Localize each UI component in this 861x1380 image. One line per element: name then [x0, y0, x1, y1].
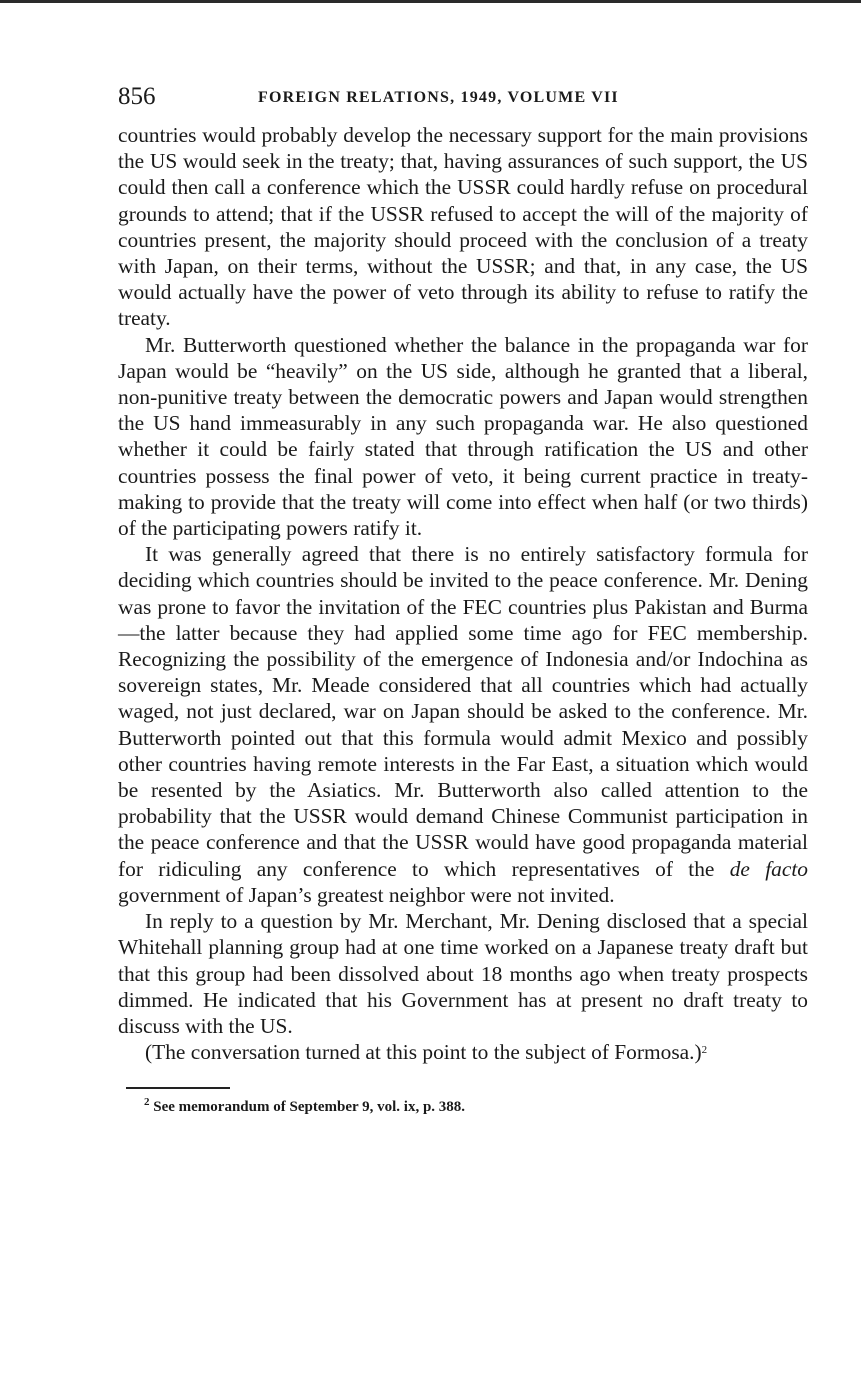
footnote-divider [126, 1087, 230, 1089]
paragraph-3-text-b: government of Japan’s greatest neighbor were not invited. [118, 882, 615, 907]
top-edge-rule [0, 0, 861, 3]
paragraph-3-text-a: It was generally agreed that there is no entirely satisfactory formula for deciding which countries should be invited to the peace conference. Mr. Dening was prone to favor the invitation of the FEC countries plus Pakistan and Burma—the latter because they had applied some time ago for FEC membership. Recognizing the possibility of the emergence of Indonesia and/or Indochina as sovereign states, Mr. Meade considered that all countries which had actually waged, not just declared, war on Japan should be asked to the conference. Mr. Butterworth pointed out that this formula would admit Mexico and possibly other countries having remote interests in the Far East, a situation which would be resented by the Asiatics. Mr. Butterworth also called attention to the probability that the USSR would demand Chinese Communist participation in the peace conference and that the USSR would have good propaganda material for ridiculing any conference to which representatives of the [118, 542, 808, 881]
paragraph-2: Mr. Butterworth questioned whether the balance in the propaganda war for Japan would be “heavily” on the US side, although he granted that a liberal, non-punitive treaty between the democratic powers and Japan would strengthen the US hand immeasurably in any such propaganda war. He also questioned whether it could be fairly stated that through ratification the US and other countries possess the final power of veto, it being current practice in treaty-making to provide that the treaty will come into effect when half (or two thirds) of the participating powers ratify it. [118, 332, 808, 541]
paragraph-4: In reply to a question by Mr. Merchant, Mr. Dening disclosed that a special Whitehall planning group had at one time worked on a Japanese treaty draft but that this group had been dissolved about 18 months ago when treaty prospects dimmed. He indicated that his Government has at present no draft treaty to discuss with the US. [118, 909, 808, 1038]
paragraph-5-text: (The conversation turned at this point to the subject of Formosa.) [145, 1040, 702, 1065]
page-number: 856 [118, 83, 156, 110]
paragraph-1: countries would probably develop the necessary support for the main provisions the US would seek in the treaty; that, having assurances of such support, the US could then call a conference which the USSR could hardly refuse on procedural grounds to attend; that if the USSR refused to accept the will of the majority of countries present, the majority should proceed with the conclusion of a treaty with Japan, on their terms, without the USSR; and that, in any case, the US would actually have the power of veto through its ability to refuse to ratify the treaty. [118, 123, 808, 331]
paragraph-5 [118, 1039, 808, 1065]
footnote-text: See memorandum of September 9, vol. ix, p. 388. [153, 1099, 466, 1116]
footnote-marker: 2 [144, 1096, 150, 1109]
running-title: FOREIGN RELATIONS, 1949, VOLUME VII [258, 89, 619, 106]
body-text [118, 122, 808, 1065]
paragraph-3-italic: de facto [729, 856, 809, 881]
footnote-reference[interactable]: 2 [701, 1044, 708, 1057]
document-page [118, 82, 808, 1117]
footnote [144, 1097, 808, 1117]
running-header [118, 82, 808, 122]
paragraph-3 [118, 541, 808, 908]
